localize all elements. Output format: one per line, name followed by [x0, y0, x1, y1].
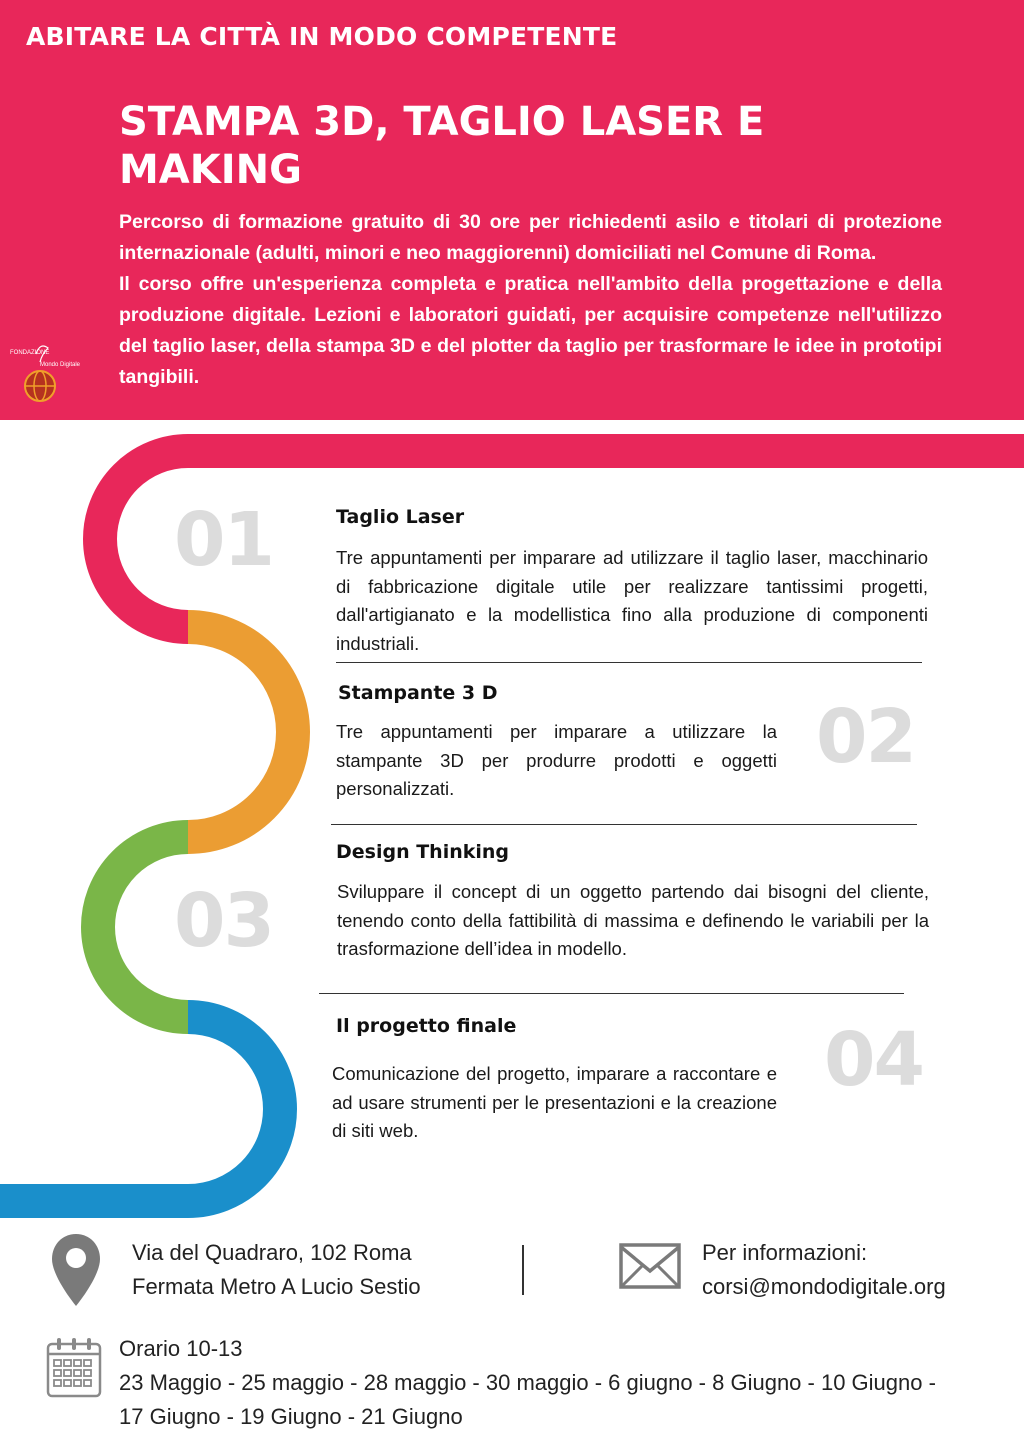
header-banner	[0, 0, 1024, 420]
page-title: STAMPA 3D, TAGLIO LASER E MAKING	[119, 99, 765, 193]
step-text-design-thinking: Sviluppare il concept di un oggetto partendo dai bisogni del cliente, tenendo conto della fattibilità di massima e definendo le variabili per la trasformazione dell’idea in modello.	[337, 881, 929, 959]
step-number-02: 02	[816, 694, 915, 780]
location-pin-icon	[50, 1232, 102, 1308]
divider	[336, 662, 922, 663]
schedule-dates-2: 17 Giugno - 19 Giugno - 21 Giugno	[119, 1404, 463, 1429]
divider	[331, 824, 917, 825]
step-number-04: 04	[824, 1017, 923, 1103]
step-text-stampante-3d: Tre appuntamenti per imparare a utilizzare la stampante 3D per produrre prodotti e oggetti personalizzati.	[336, 721, 777, 799]
step-title-stampante-3d: Stampante 3 D	[338, 682, 498, 704]
info-label: Per informazioni:	[702, 1240, 868, 1265]
footer-separator	[522, 1245, 524, 1295]
kicker: ABITARE LA CITTÀ IN MODO COMPETENTE	[26, 22, 618, 51]
intro	[119, 207, 942, 393]
divider	[319, 993, 904, 994]
address-line-1: Via del Quadraro, 102 Roma	[132, 1240, 412, 1265]
envelope-icon	[619, 1243, 681, 1289]
step-number-01: 01	[174, 497, 273, 583]
intro-paragraph-1: Percorso di formazione gratuito di 30 ore per richiedenti asilo e titolari di protezione internazionale (adulti, minori e neo maggiorenni) domiciliati nel Comune di Roma.	[119, 211, 942, 264]
road-segment-2	[188, 627, 293, 837]
schedule-dates-1: 23 Maggio - 25 maggio - 28 maggio - 30 maggio - 6 giugno - 8 Giugno - 10 Giugno -	[119, 1370, 936, 1395]
road-segment-4	[188, 1017, 280, 1201]
logo-text: FONDAZIONE	[10, 350, 50, 356]
logo-text-2: Mondo Digitale	[40, 362, 81, 368]
step-text-progetto-finale: Comunicazione del progetto, imparare a raccontare e ad usare strumenti per le presentazioni e la creazione di siti web.	[332, 1063, 777, 1141]
step-number-03: 03	[174, 878, 273, 964]
schedule-hours: Orario 10-13	[119, 1336, 243, 1361]
intro-paragraph-2: Il corso offre un'esperienza completa e pratica nell'ambito della progettazione e della produzione digitale. Lezioni e laboratori guidati, per acquisire competenze nell'utilizzo del taglio laser, della stampa 3D e del plotter da taglio per trasformare le idee in prototipi tangibili.	[119, 273, 942, 388]
step-title-design-thinking: Design Thinking	[336, 841, 510, 863]
step-title-taglio-laser: Taglio Laser	[336, 506, 465, 528]
address-line-2: Fermata Metro A Lucio Sestio	[132, 1274, 421, 1299]
calendar-icon	[45, 1336, 103, 1400]
step-title-progetto-finale: Il progetto finale	[336, 1015, 517, 1037]
step-text-taglio-laser: Tre appuntamenti per imparare ad utilizzare il taglio laser, macchinario di fabbricazione digitale utile per realizzare tantissimi progetti, dall'artigianato e la modellistica fino alla produzione di componenti industriali.	[336, 547, 928, 654]
contact-email-link[interactable]: corsi@mondodigitale.org	[702, 1274, 946, 1299]
